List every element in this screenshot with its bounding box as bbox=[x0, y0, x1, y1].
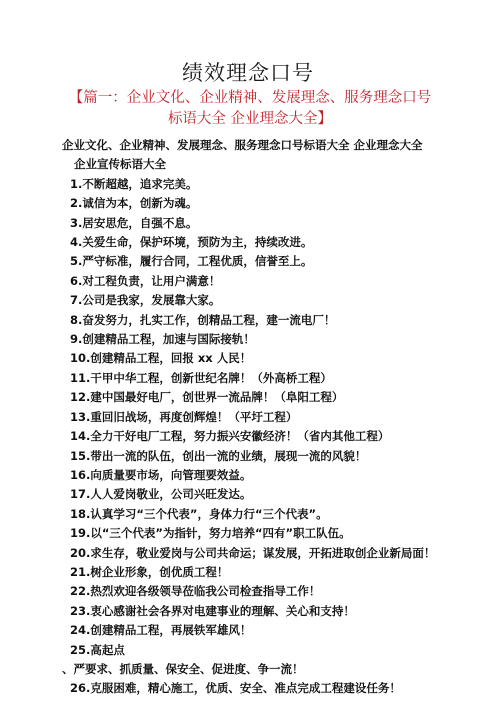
list-item: 21.树企业形象，创优质工程！ bbox=[70, 564, 229, 579]
document-body bbox=[62, 136, 442, 699]
list-item: 17.人人爱岗敬业，公司兴旺发达。 bbox=[70, 487, 252, 502]
list-item: 2.诚信为本，创新为魂。 bbox=[70, 196, 198, 211]
list-item: 19.以“三个代表”为指针，努力培养“四有”职工队伍。 bbox=[70, 526, 351, 541]
list-item: 7.公司是我家，发展靠大家。 bbox=[70, 293, 221, 308]
list-item: 12.建中国最好电厂，创世界一流品牌！（阜阳工程） bbox=[70, 390, 344, 405]
document-subtitle: 【篇一：企业文化、企业精神、发展理念、服务理念口号标语大全 企业理念大全】 bbox=[68, 90, 432, 127]
list-item: 11.干甲中华工程，创新世纪名牌！（外高桥工程） bbox=[70, 370, 332, 385]
list-item: 6.对工程负责，让用户满意！ bbox=[70, 273, 221, 288]
list-item: 20.求生存，敬业爱岗与公司共命运；谋发展，开拓进取创企业新局面！ bbox=[70, 545, 436, 560]
list-item: 13.重回旧战场，再度创辉煌！（平圩工程） bbox=[70, 409, 298, 424]
list-item: 26.克服困难，精心施工，优质、安全、准点完成工程建设任务！ bbox=[70, 681, 401, 696]
list-item: 23.衷心感谢社会各界对电建事业的理解、关心和支持！ bbox=[70, 603, 355, 618]
list-item: 14.全力干好电厂工程，努力振兴安徽经济！（省内其他工程） bbox=[70, 429, 390, 444]
list-item: 9.创建精品工程，加速与国际接轨！ bbox=[70, 332, 255, 347]
list-item: 22.热烈欢迎各级领导莅临我公司检查指导工作！ bbox=[70, 584, 321, 599]
section-label: 企业宣传标语大全 bbox=[74, 157, 166, 172]
list-item: 18.认真学习“三个代表”，身体力行“三个代表”。 bbox=[70, 506, 328, 521]
list-item: 25.高起点 bbox=[70, 642, 125, 657]
list-item: 1.不断超越，追求完美。 bbox=[70, 176, 198, 191]
list-item: 8.奋发努力，扎实工作，创精品工程，建一流电厂！ bbox=[70, 312, 336, 327]
list-item-continuation: 、严要求、抓质量、保安全、促进度、争一流！ bbox=[62, 661, 304, 676]
section-heading: 企业文化、企业精神、发展理念、服务理念口号标语大全 企业理念大全 bbox=[62, 138, 423, 152]
document-title: 绩效理念口号 bbox=[182, 61, 314, 85]
list-item: 10.创建精品工程，回报 xx 人民！ bbox=[70, 351, 252, 366]
list-item: 5.严守标准，履行合同，工程优质，信誉至上。 bbox=[70, 254, 313, 269]
list-item: 16.向质量要市场，向管理要效益。 bbox=[70, 467, 252, 482]
list-item: 4.关爱生命，保护环境，预防为主，持续改进。 bbox=[70, 235, 313, 250]
list-item: 3.居安思危，自强不息。 bbox=[70, 215, 198, 230]
list-item: 15.带出一流的队伍，创出一流的业绩，展现一流的风貌！ bbox=[70, 448, 367, 463]
list-item: 24.创建精品工程，再展铁军雄风！ bbox=[70, 623, 252, 638]
